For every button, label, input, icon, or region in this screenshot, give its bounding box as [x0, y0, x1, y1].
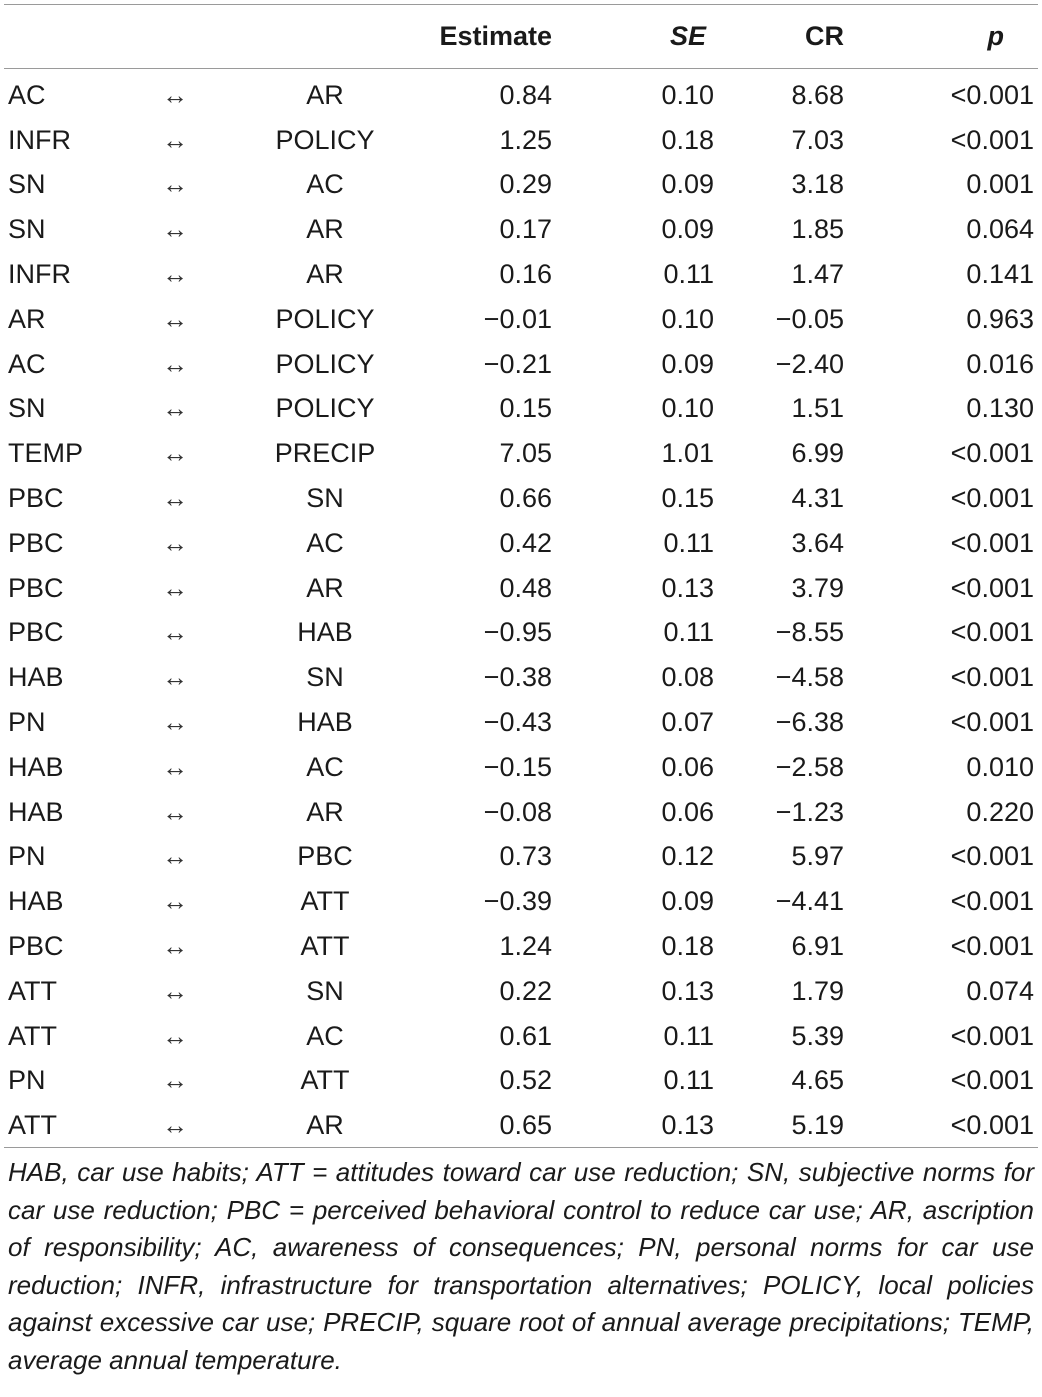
cell-arrow: ↔ — [162, 527, 188, 558]
cell-cr: −8.55 — [775, 617, 844, 648]
cell-se: 0.07 — [661, 707, 714, 738]
cell-estimate: 0.29 — [499, 169, 552, 200]
cell-p: <0.001 — [950, 483, 1034, 514]
cell-p: <0.001 — [950, 841, 1034, 872]
cell-estimate: 1.25 — [499, 124, 552, 155]
cell-from: ATT — [8, 1020, 57, 1051]
cell-p: <0.001 — [950, 931, 1034, 962]
cell-to: AR — [306, 79, 344, 110]
cell-arrow: ↔ — [162, 572, 188, 603]
cell-cr: −4.58 — [775, 662, 844, 693]
cell-arrow: ↔ — [162, 1110, 188, 1141]
cell-estimate: −0.01 — [483, 303, 552, 334]
cell-estimate: −0.08 — [483, 796, 552, 827]
table-row — [4, 1059, 1038, 1104]
cell-arrow: ↔ — [162, 796, 188, 827]
cell-p: 0.130 — [966, 393, 1034, 424]
cell-se: 0.15 — [661, 483, 714, 514]
cell-to: POLICY — [275, 393, 375, 424]
cell-to: SN — [306, 483, 344, 514]
cell-to: AR — [306, 572, 344, 603]
table-row — [4, 700, 1038, 745]
cell-estimate: 0.48 — [499, 572, 552, 603]
cell-cr: −0.05 — [775, 303, 844, 334]
cell-p: 0.141 — [966, 259, 1034, 290]
cell-estimate: −0.38 — [483, 662, 552, 693]
cell-estimate: 0.65 — [499, 1110, 552, 1141]
cell-arrow: ↔ — [162, 483, 188, 514]
table-footnote: HAB, car use habits; ATT = attitudes toward car use reduction; SN, subjective norms for car use reduction; PBC = perceived behavioral control to reduce car use; AR, ascription of responsibility; AC, awareness of consequences; PN, personal norms for car use reduction; INFR, infrastructure for transportation alternatives; POLICY, local policies against excessive car use; PRECIP, square root of annual average precipitations; TEMP, average annual temperature. — [8, 1157, 1034, 1375]
cell-arrow: ↔ — [162, 707, 188, 738]
cell-se: 0.10 — [661, 79, 714, 110]
cell-p: <0.001 — [950, 662, 1034, 693]
cell-p: <0.001 — [950, 1065, 1034, 1096]
cell-estimate: −0.43 — [483, 707, 552, 738]
cell-arrow: ↔ — [162, 617, 188, 648]
cell-estimate: 0.15 — [499, 393, 552, 424]
table-header — [4, 5, 1038, 69]
cell-arrow: ↔ — [162, 1065, 188, 1096]
cell-estimate: −0.15 — [483, 751, 552, 782]
table-row — [4, 924, 1038, 969]
table-row — [4, 118, 1038, 163]
header-se: SE — [669, 21, 706, 51]
cell-p: <0.001 — [950, 707, 1034, 738]
cell-cr: 3.18 — [791, 169, 844, 200]
cell-cr: 1.51 — [791, 393, 844, 424]
cell-se: 0.09 — [661, 214, 714, 245]
cell-p: 0.010 — [966, 751, 1034, 782]
cell-cr: 4.31 — [791, 483, 844, 514]
cell-se: 0.18 — [661, 124, 714, 155]
cell-p: <0.001 — [950, 572, 1034, 603]
cell-cr: 5.39 — [791, 1020, 844, 1051]
cell-se: 0.13 — [661, 975, 714, 1006]
cell-arrow: ↔ — [162, 393, 188, 424]
cell-estimate: 0.73 — [499, 841, 552, 872]
cell-from: SN — [8, 169, 46, 200]
cell-from: HAB — [8, 751, 64, 782]
cell-from: PN — [8, 1065, 46, 1096]
cell-from: PBC — [8, 527, 64, 558]
table-row — [4, 879, 1038, 924]
header-p: p — [987, 21, 1004, 51]
cell-cr: 5.97 — [791, 841, 844, 872]
cell-se: 0.12 — [661, 841, 714, 872]
header-row — [4, 5, 1038, 69]
cell-to: PBC — [297, 841, 353, 872]
cell-p: <0.001 — [950, 79, 1034, 110]
cell-se: 0.11 — [663, 527, 714, 558]
table-row — [4, 252, 1038, 297]
table-row — [4, 745, 1038, 790]
cell-se: 0.10 — [661, 393, 714, 424]
cell-se: 0.11 — [663, 1020, 714, 1051]
header-estimate: Estimate — [439, 21, 552, 51]
cell-cr: 7.03 — [791, 124, 844, 155]
cell-cr: 3.79 — [791, 572, 844, 603]
table-row — [4, 476, 1038, 521]
cell-to: HAB — [297, 617, 353, 648]
cell-cr: 6.91 — [791, 931, 844, 962]
cell-to: POLICY — [275, 124, 375, 155]
cell-from: SN — [8, 393, 46, 424]
cell-p: <0.001 — [950, 527, 1034, 558]
cell-to: POLICY — [275, 303, 375, 334]
table-row — [4, 1103, 1038, 1148]
cell-cr: 6.99 — [791, 438, 844, 469]
table-row — [4, 790, 1038, 835]
cell-to: AR — [306, 214, 344, 245]
cell-from: PN — [8, 841, 46, 872]
cell-se: 1.01 — [661, 438, 714, 469]
cell-to: AC — [306, 1020, 344, 1051]
cell-arrow: ↔ — [162, 751, 188, 782]
table-row — [4, 969, 1038, 1014]
cell-estimate: 0.61 — [499, 1020, 552, 1051]
cell-cr: 8.68 — [791, 79, 844, 110]
header-from — [4, 5, 154, 69]
cell-se: 0.09 — [661, 886, 714, 917]
table-row — [4, 566, 1038, 611]
cell-arrow: ↔ — [162, 169, 188, 200]
cell-cr: 1.79 — [791, 975, 844, 1006]
cell-arrow: ↔ — [162, 931, 188, 962]
cell-p: 0.963 — [966, 303, 1034, 334]
cell-from: ATT — [8, 975, 57, 1006]
cell-se: 0.11 — [663, 617, 714, 648]
cell-estimate: 1.24 — [499, 931, 552, 962]
header-arrow — [154, 5, 244, 69]
cell-from: PBC — [8, 483, 64, 514]
cell-estimate: −0.39 — [483, 886, 552, 917]
cell-estimate: 0.16 — [499, 259, 552, 290]
cell-se: 0.11 — [663, 1065, 714, 1096]
cell-se: 0.10 — [661, 303, 714, 334]
covariance-table-container — [4, 4, 1038, 1379]
table-row — [4, 163, 1038, 208]
cell-to: AR — [306, 1110, 344, 1141]
header-to — [244, 5, 406, 69]
table-row — [4, 297, 1038, 342]
cell-arrow: ↔ — [162, 124, 188, 155]
cell-arrow: ↔ — [162, 1020, 188, 1051]
cell-se: 0.13 — [661, 572, 714, 603]
cell-p: <0.001 — [950, 1110, 1034, 1141]
cell-cr: 1.85 — [791, 214, 844, 245]
cell-from: HAB — [8, 886, 64, 917]
table-body — [4, 69, 1038, 1148]
table-row — [4, 521, 1038, 566]
table-row — [4, 387, 1038, 432]
cell-estimate: 0.42 — [499, 527, 552, 558]
cell-estimate: −0.95 — [483, 617, 552, 648]
table-row — [4, 1014, 1038, 1059]
cell-estimate: 0.52 — [499, 1065, 552, 1096]
cell-se: 0.08 — [661, 662, 714, 693]
cell-p: <0.001 — [950, 886, 1034, 917]
cell-cr: −2.40 — [775, 348, 844, 379]
cell-se: 0.18 — [661, 931, 714, 962]
covariance-table — [4, 5, 1038, 1148]
cell-arrow: ↔ — [162, 975, 188, 1006]
table-row — [4, 611, 1038, 656]
cell-from: PBC — [8, 572, 64, 603]
cell-to: ATT — [300, 931, 350, 962]
cell-p: 0.001 — [966, 169, 1034, 200]
cell-se: 0.09 — [661, 348, 714, 379]
cell-from: PBC — [8, 617, 64, 648]
cell-p: 0.220 — [966, 796, 1034, 827]
middle-rule — [4, 1147, 1038, 1148]
cell-from: PN — [8, 707, 46, 738]
cell-cr: −2.58 — [775, 751, 844, 782]
cell-p: 0.016 — [966, 348, 1034, 379]
cell-arrow: ↔ — [162, 886, 188, 917]
cell-se: 0.09 — [661, 169, 714, 200]
cell-from: PBC — [8, 931, 64, 962]
cell-p: <0.001 — [950, 1020, 1034, 1051]
cell-to: HAB — [297, 707, 353, 738]
cell-to: SN — [306, 975, 344, 1006]
cell-from: HAB — [8, 662, 64, 693]
cell-from: INFR — [8, 124, 71, 155]
cell-to: AR — [306, 796, 344, 827]
cell-to: SN — [306, 662, 344, 693]
cell-from: SN — [8, 214, 46, 245]
cell-arrow: ↔ — [162, 841, 188, 872]
cell-to: POLICY — [275, 348, 375, 379]
cell-p: <0.001 — [950, 438, 1034, 469]
cell-from: TEMP — [8, 438, 84, 469]
cell-from: HAB — [8, 796, 64, 827]
table-row — [4, 655, 1038, 700]
cell-to: ATT — [300, 1065, 350, 1096]
cell-to: ATT — [300, 886, 350, 917]
cell-estimate: 0.84 — [499, 79, 552, 110]
cell-from: AC — [8, 348, 46, 379]
cell-p: 0.074 — [966, 975, 1034, 1006]
cell-arrow: ↔ — [162, 348, 188, 379]
cell-se: 0.13 — [661, 1110, 714, 1141]
cell-cr: 1.47 — [791, 259, 844, 290]
cell-from: AR — [8, 303, 46, 334]
cell-to: AC — [306, 169, 344, 200]
table-row — [4, 69, 1038, 118]
header-cr: CR — [805, 21, 844, 51]
cell-arrow: ↔ — [162, 259, 188, 290]
cell-arrow: ↔ — [162, 214, 188, 245]
cell-estimate: 0.22 — [499, 975, 552, 1006]
cell-arrow: ↔ — [162, 303, 188, 334]
cell-p: <0.001 — [950, 617, 1034, 648]
cell-estimate: 7.05 — [499, 438, 552, 469]
cell-from: INFR — [8, 259, 71, 290]
cell-arrow: ↔ — [162, 79, 188, 110]
cell-to: PRECIP — [274, 438, 376, 469]
cell-estimate: −0.21 — [483, 348, 552, 379]
cell-cr: 4.65 — [791, 1065, 844, 1096]
cell-se: 0.06 — [661, 796, 714, 827]
cell-estimate: 0.66 — [499, 483, 552, 514]
cell-estimate: 0.17 — [499, 214, 552, 245]
cell-cr: 3.64 — [791, 527, 844, 558]
cell-arrow: ↔ — [162, 662, 188, 693]
cell-p: <0.001 — [950, 124, 1034, 155]
table-row — [4, 207, 1038, 252]
cell-cr: 5.19 — [791, 1110, 844, 1141]
table-row — [4, 835, 1038, 880]
cell-from: AC — [8, 79, 46, 110]
cell-to: AC — [306, 751, 344, 782]
cell-se: 0.11 — [663, 259, 714, 290]
cell-cr: −6.38 — [775, 707, 844, 738]
cell-cr: −1.23 — [775, 796, 844, 827]
cell-to: AR — [306, 259, 344, 290]
cell-se: 0.06 — [661, 751, 714, 782]
table-row — [4, 342, 1038, 387]
cell-cr: −4.41 — [775, 886, 844, 917]
cell-p: 0.064 — [966, 214, 1034, 245]
cell-arrow: ↔ — [162, 438, 188, 469]
table-row — [4, 431, 1038, 476]
cell-from: ATT — [8, 1110, 57, 1141]
cell-to: AC — [306, 527, 344, 558]
